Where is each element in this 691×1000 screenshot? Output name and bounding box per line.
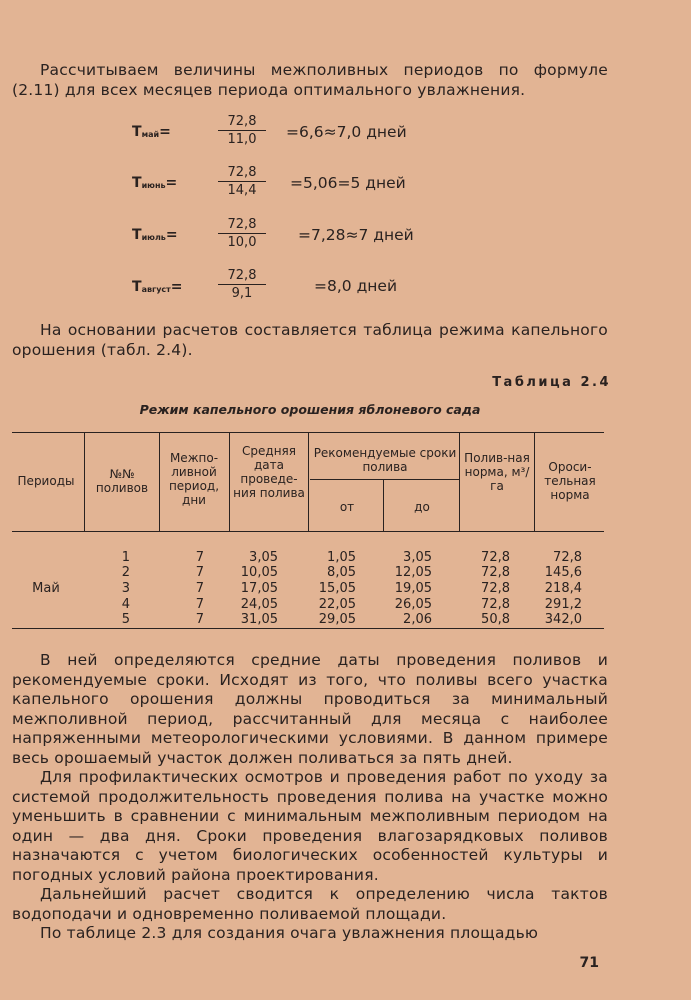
table-col-divider [84,433,85,531]
cell-to: 2,06 [403,612,432,627]
page-number: 71 [579,955,599,971]
cell-norm: 72,8 [481,550,510,565]
cell-number: 5 [121,612,130,627]
cell-average-date: 10,05 [240,565,278,580]
header-number: №№ поливов [95,467,149,495]
header-norm: Полив-ная норма, м³/га [464,451,530,493]
formula-label-june: $T_{июнь}=$ [132,175,178,191]
cell-norm: 72,8 [481,597,510,612]
table-col-divider [459,433,460,531]
last-paragraph: По таблице 2.3 для создания очага увлажнения площадью [40,924,539,942]
formula-result-august: =8,0 дней [314,277,398,295]
header-period: Периоды [17,474,75,488]
cell-from: 1,05 [327,550,356,565]
table-header-rule [12,531,604,532]
formula-label-may: $T_{май}=$ [132,124,171,140]
cell-from: 15,05 [318,581,356,596]
dates-paragraph: В ней определяются средние даты проведения поливов и рекомендуемые сроки. Исходят из того, что поливы всего участка капельного орошения должны проводиться за минимальный межполивной период, рассчитанный для месяца с наиболее напряженными метеорологическими условиями. В данном примере весь орошаемый участок должен поливаться за пять дней. [12,651,608,767]
cell-norm: 72,8 [481,565,510,580]
cell-number: 3 [121,581,130,596]
prevention-paragraph: Для профилактических осмотров и проведения работ по уходу за системой продолжительность проведения полива на участке можно уменьшить в сравнении с минимальным межполивным периодом на один — два дня. Сроки проведения влагозарядковых поливов назначаются с учетом биологических особенностей культуры и погодных условий района проектирования. [12,768,608,884]
cell-irrigation-norm: 218,4 [544,581,582,596]
table-title: Режим капельного орошения яблоневого сада [139,402,481,417]
table-col-divider [534,433,535,531]
cell-average-date: 24,05 [240,597,278,612]
table-subheader-rule [310,479,460,480]
header-recommended: Рекомендуемые сроки полива [313,446,457,474]
formula-label-august: $T_{август}=$ [132,279,183,295]
cell-irrigation-norm: 145,6 [544,565,582,580]
cell-number: 2 [121,565,130,580]
formula-result-june: =5,06=5 дней [290,174,406,192]
cell-norm: 50,8 [481,612,510,627]
cell-from: 22,05 [318,597,356,612]
cell-period: Май [32,581,60,596]
cell-from: 8,05 [327,565,356,580]
cell-to: 19,05 [394,581,432,596]
formula-result-july: =7,28≈7 дней [298,226,414,244]
formula-fraction-july: $\frac{72,8}{10,0}$ [218,217,266,250]
cell-interval: 7 [195,565,204,580]
header-interval: Межпо-ливной период, дни [168,451,220,507]
table-col-divider [383,480,384,531]
cell-irrigation-norm: 342,0 [544,612,582,627]
cell-average-date: 31,05 [240,612,278,627]
cell-norm: 72,8 [481,581,510,596]
cell-to: 3,05 [403,550,432,565]
further-paragraph: Дальнейший расчет сводится к определению числа тактов водоподачи и одновременно поливаемой площади. [12,885,608,923]
header-average-date: Средняя дата проведе-ния полива [233,444,305,500]
header-to: до [414,500,430,514]
table-col-divider [308,433,309,531]
table-label: Таблица 2.4 [492,375,611,390]
cell-to: 26,05 [394,597,432,612]
cell-to: 12,05 [394,565,432,580]
cell-interval: 7 [195,581,204,596]
cell-average-date: 17,05 [240,581,278,596]
cell-interval: 7 [195,550,204,565]
formula-fraction-august: $\frac{72,8}{9,1}$ [218,268,266,301]
header-from: от [339,500,355,514]
formula-label-july: $T_{июль}=$ [132,227,178,243]
cell-interval: 7 [195,597,204,612]
formula-fraction-may: $\frac{72,8}{11,0}$ [218,114,266,147]
cell-number: 1 [121,550,130,565]
table-bottom-rule [12,628,604,629]
cell-interval: 7 [195,612,204,627]
cell-average-date: 3,05 [249,550,278,565]
cell-irrigation-norm: 291,2 [544,597,582,612]
header-irrigation-norm: Ороси-тельная норма [544,460,596,502]
cell-from: 29,05 [318,612,356,627]
basis-paragraph: На основании расчетов составляется таблица режима капельного орошения (табл. 2.4). [12,321,608,359]
intro-paragraph: Рассчитываем величины межполивных периодов по формуле (2.11) для всех месяцев периода оптимального увлажнения. [12,61,608,99]
formula-result-may: =6,6≈7,0 дней [286,123,407,141]
cell-number: 4 [121,597,130,612]
cell-irrigation-norm: 72,8 [553,550,582,565]
formula-fraction-june: $\frac{72,8}{14,4}$ [218,165,266,198]
